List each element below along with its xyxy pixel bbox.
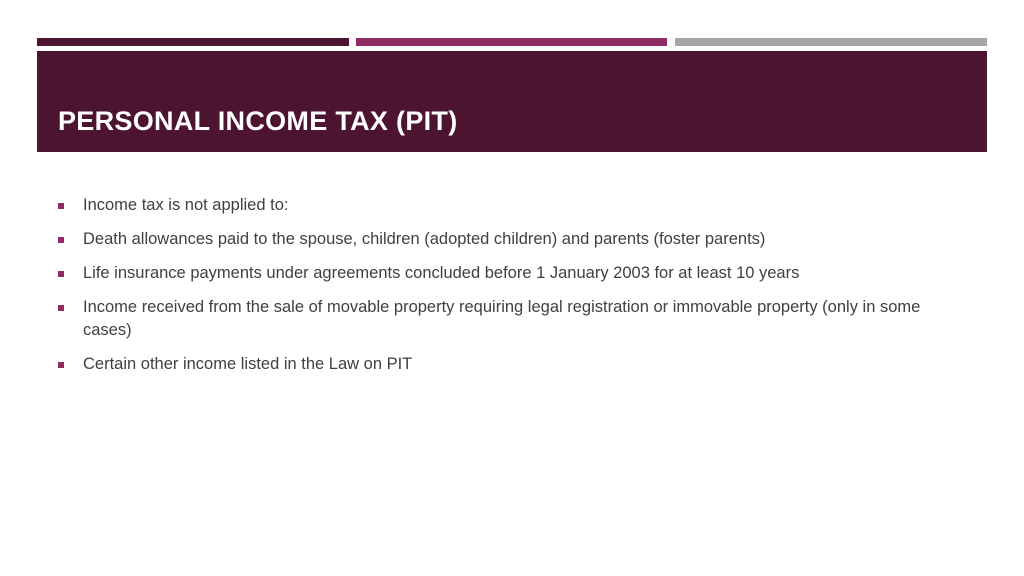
slide-title: PERSONAL INCOME TAX (PIT) (58, 106, 458, 136)
title-band (37, 51, 987, 152)
bullet-text: Certain other income listed in the Law on PIT (83, 355, 413, 373)
bullet-item (58, 296, 958, 342)
square-bullet-icon (58, 362, 64, 368)
bullet-list (58, 194, 958, 387)
bullet-item (58, 353, 958, 376)
top-accent-bar-magenta (356, 38, 667, 46)
square-bullet-icon (58, 271, 64, 277)
bullet-text: Death allowances paid to the spouse, children (adopted children) and parents (foster parents) (83, 230, 766, 248)
bullet-item (58, 262, 958, 285)
top-accent-bar-dark (37, 38, 349, 46)
bullet-item (58, 194, 958, 217)
bullet-text: Income received from the sale of movable property requiring legal registration or immovable property (only in some cases) (83, 298, 921, 339)
square-bullet-icon (58, 203, 64, 209)
square-bullet-icon (58, 237, 64, 243)
bullet-text: Income tax is not applied to: (83, 196, 289, 214)
top-accent-bar-gray (675, 38, 987, 46)
bullet-text: Life insurance payments under agreements concluded before 1 January 2003 for at least 10 years (83, 264, 800, 282)
bullet-item (58, 228, 958, 251)
square-bullet-icon (58, 305, 64, 311)
